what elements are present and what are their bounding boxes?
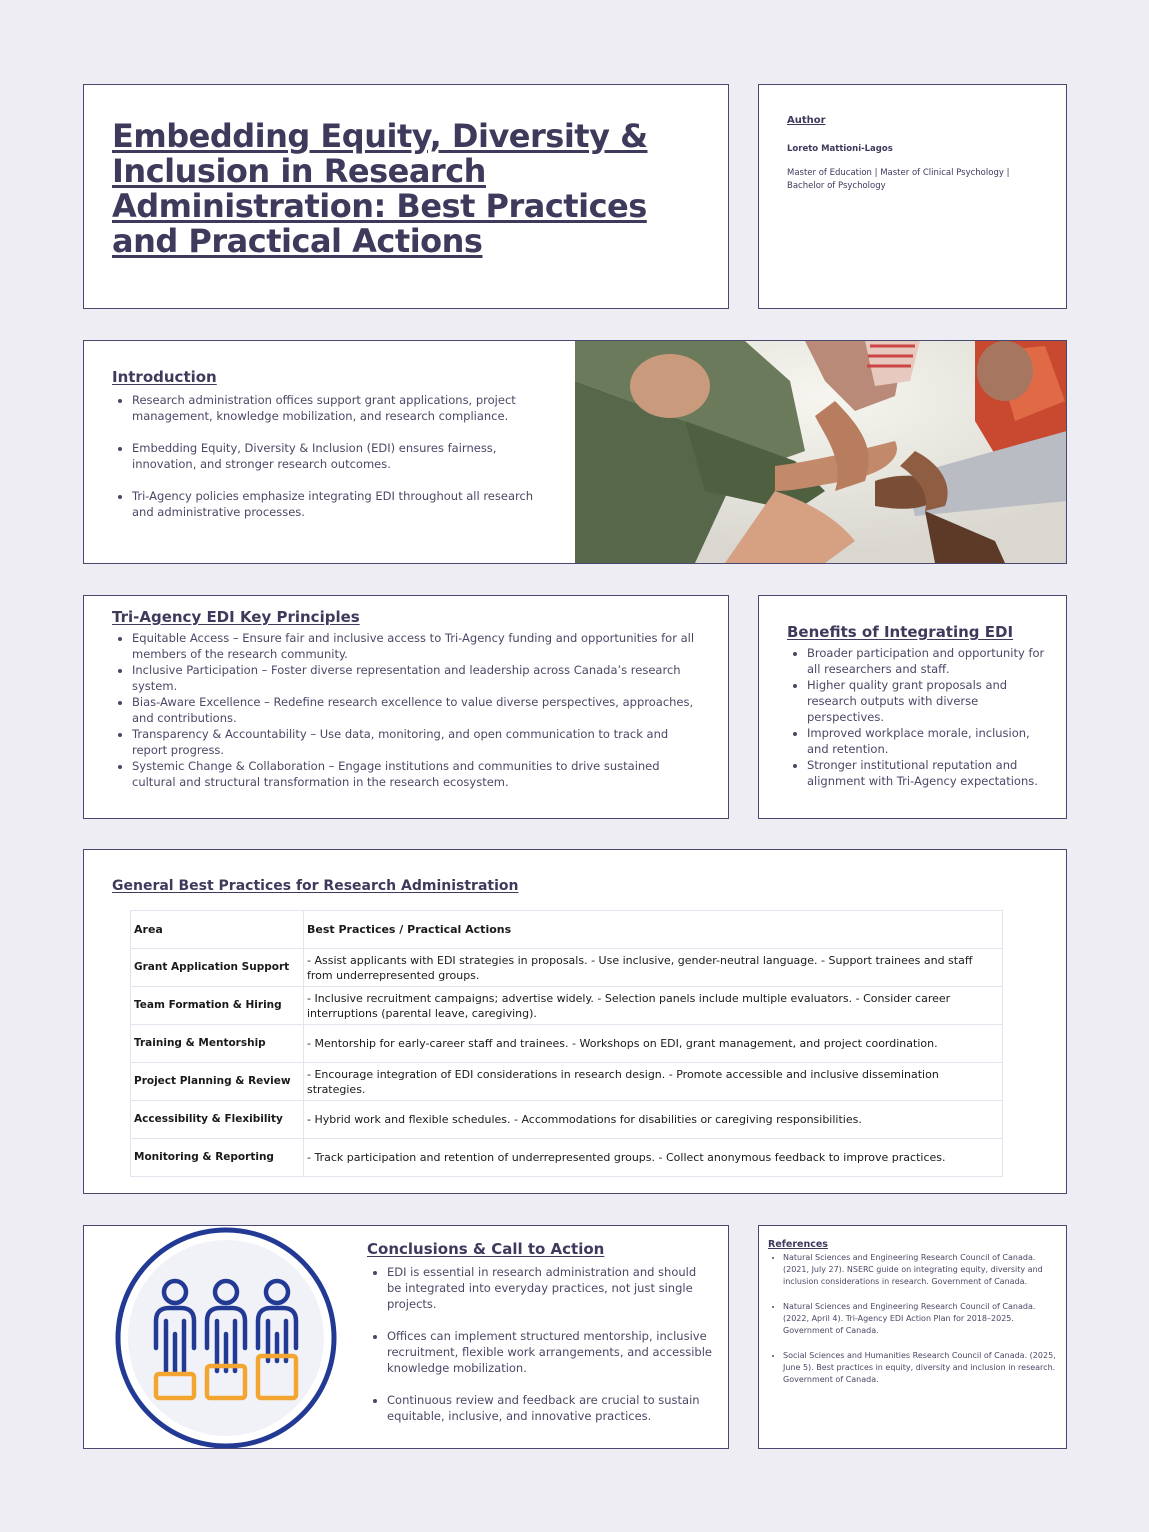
list-item: • Equitable Access – Ensure fair and inclusive access to Tri-Agency funding and opportunities for all members of the research community. [132, 630, 702, 662]
conclusions-card [83, 1225, 729, 1449]
table-row [131, 949, 1003, 987]
title-card [83, 84, 729, 309]
list-item: • Broader participation and opportunity for all researchers and staff. [807, 645, 1045, 677]
list-item: • Higher quality grant proposals and research outputs with diverse perspectives. [807, 677, 1045, 725]
table-row [131, 987, 1003, 1025]
reference-item: • Social Sciences and Humanities Research Council of Canada. (2025, June 5). Best practices in equity, diversity and inclusion in research. Government of Canada. [783, 1350, 1058, 1386]
table-row [131, 1101, 1003, 1139]
introduction-list [112, 392, 552, 520]
column-header-actions: Best Practices / Practical Actions [304, 911, 1003, 949]
area-cell: Training & Mentorship [131, 1025, 304, 1063]
list-item: • EDI is essential in research administration and should be integrated into everyday practices, not just single projects. [387, 1264, 712, 1312]
principles-card [83, 595, 729, 819]
references-card [758, 1225, 1067, 1449]
table-row [131, 1139, 1003, 1177]
benefits-heading: Benefits of Integrating EDI [787, 623, 1014, 641]
column-header-area: Area [131, 911, 304, 949]
table-row [131, 1025, 1003, 1063]
best-practices-table [130, 910, 1003, 1177]
list-item: • Tri-Agency policies emphasize integrating EDI throughout all research and administrative processes. [132, 488, 552, 520]
list-item: • Systemic Change & Collaboration – Engage institutions and communities to drive sustained cultural and structural transformation in the research ecosystem. [132, 758, 702, 790]
conclusions-heading: Conclusions & Call to Action [367, 1240, 605, 1258]
area-cell: Project Planning & Review [131, 1063, 304, 1101]
author-card [758, 84, 1067, 309]
principles-heading: Tri-Agency EDI Key Principles [112, 608, 360, 626]
benefits-list [787, 645, 1045, 789]
people-on-podiums-icon [114, 1226, 338, 1449]
list-item: • Continuous review and feedback are crucial to sustain equitable, inclusive, and innovative practices. [387, 1392, 712, 1424]
reference-item: • Natural Sciences and Engineering Research Council of Canada. (2021, July 27). NSERC guide on integrating equity, diversity and inclusion considerations in research. Government of Canada. [783, 1252, 1058, 1288]
introduction-heading: Introduction [112, 368, 217, 386]
author-degrees: Master of Education | Master of Clinical Psychology | Bachelor of Psychology [787, 168, 1010, 191]
benefits-card [758, 595, 1067, 819]
area-cell: Grant Application Support [131, 949, 304, 987]
list-item: • Research administration offices support grant applications, project management, knowledge mobilization, and research compliance. [132, 392, 552, 424]
table-header-row [131, 911, 1003, 949]
list-item: • Transparency & Accountability – Use data, monitoring, and open communication to track and report progress. [132, 726, 702, 758]
actions-cell: - Hybrid work and flexible schedules. - Accommodations for disabilities or caregiving responsibilities. [304, 1101, 1003, 1139]
list-item: • Bias-Aware Excellence – Redefine research excellence to value diverse perspectives, approaches, and contributions. [132, 694, 702, 726]
conclusions-list [367, 1264, 712, 1424]
author-label: Author [787, 115, 826, 126]
list-item: • Inclusive Participation – Foster diverse representation and leadership across Canada’s research system. [132, 662, 702, 694]
best-practices-card [83, 849, 1067, 1194]
references-heading: References [768, 1239, 828, 1250]
actions-cell: - Encourage integration of EDI considerations in research design. - Promote accessible and inclusive dissemination strategies. [304, 1063, 1003, 1101]
references-list [768, 1252, 1058, 1386]
poster-title: Embedding Equity, Diversity & Inclusion in Research Administration: Best Practices and Practical Actions [112, 117, 648, 260]
area-cell: Accessibility & Flexibility [131, 1101, 304, 1139]
reference-item: • Natural Sciences and Engineering Research Council of Canada. (2022, April 4). Tri-Agency EDI Action Plan for 2018–2025. Government of Canada. [783, 1301, 1058, 1337]
hands-joined-photo [575, 341, 1067, 563]
principles-list [112, 630, 702, 790]
best-practices-heading: General Best Practices for Research Administration [112, 878, 519, 894]
area-cell: Monitoring & Reporting [131, 1139, 304, 1177]
area-cell: Team Formation & Hiring [131, 987, 304, 1025]
list-item: • Embedding Equity, Diversity & Inclusion (EDI) ensures fairness, innovation, and stronger research outcomes. [132, 440, 552, 472]
list-item: • Offices can implement structured mentorship, inclusive recruitment, flexible work arrangements, and accessible knowledge mobilization. [387, 1328, 712, 1376]
table-row [131, 1063, 1003, 1101]
actions-cell: - Mentorship for early-career staff and trainees. - Workshops on EDI, grant management, and project coordination. [304, 1025, 1003, 1063]
list-item: • Improved workplace morale, inclusion, and retention. [807, 725, 1045, 757]
author-name: Loreto Mattioni-Lagos [787, 144, 893, 154]
list-item: • Stronger institutional reputation and alignment with Tri-Agency expectations. [807, 757, 1045, 789]
introduction-card [83, 340, 1067, 564]
actions-cell: - Track participation and retention of underrepresented groups. - Collect anonymous feedback to improve practices. [304, 1139, 1003, 1177]
actions-cell: - Inclusive recruitment campaigns; advertise widely. - Selection panels include multiple evaluators. - Consider career interruptions (parental leave, caregiving). [304, 987, 1003, 1025]
actions-cell: - Assist applicants with EDI strategies in proposals. - Use inclusive, gender-neutral language. - Support trainees and staff from underrepresented groups. [304, 949, 1003, 987]
